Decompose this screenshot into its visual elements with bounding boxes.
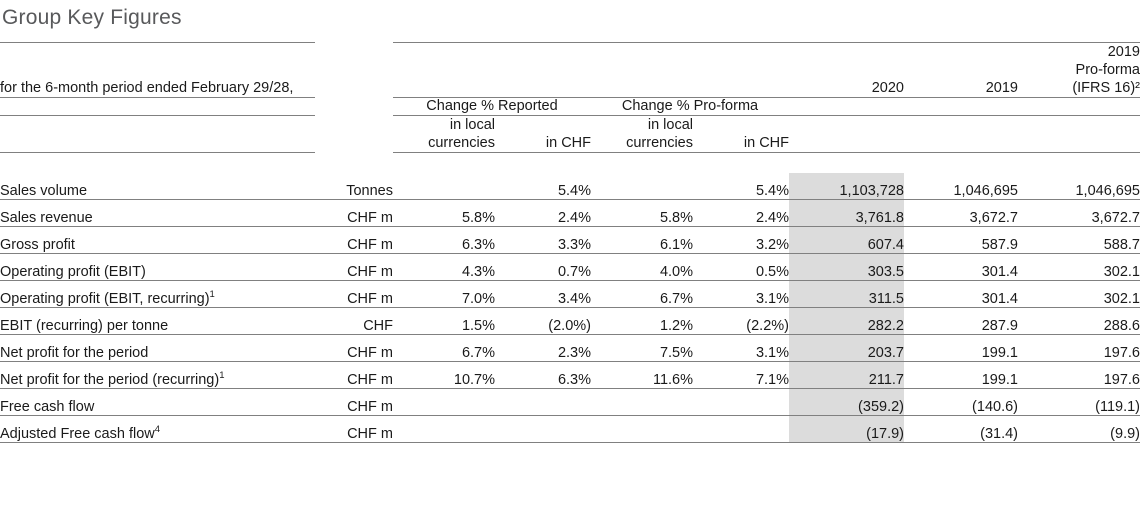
row-change-proforma-local: 4.0% — [591, 254, 693, 281]
header-sub-reported-local — [393, 115, 495, 152]
key-figures-table — [0, 41, 1140, 443]
row-label: Operating profit (EBIT) — [0, 254, 315, 281]
row-value-2019-proforma: 302.1 — [1018, 254, 1140, 281]
row-change-reported-local — [393, 389, 495, 416]
row-unit: CHF m — [315, 389, 393, 416]
row-label: EBIT (recurring) per tonne — [0, 308, 315, 335]
row-value-2019: 287.9 — [904, 308, 1018, 335]
header-sub-reported-local-line2: currencies — [428, 134, 495, 151]
footnote-marker: 1 — [209, 289, 215, 301]
row-value-2019: 587.9 — [904, 227, 1018, 254]
row-change-proforma-local: 7.5% — [591, 335, 693, 362]
row-value-2019-proforma: 1,046,695 — [1018, 173, 1140, 200]
row-change-proforma-chf — [693, 416, 789, 443]
row-unit: CHF m — [315, 281, 393, 308]
header-year-2019-pf-line3: (IFRS 16)² — [1072, 79, 1140, 96]
row-change-proforma-chf: 2.4% — [693, 200, 789, 227]
row-value-2019-proforma: 197.6 — [1018, 362, 1140, 389]
row-label: Adjusted Free cash flow$^4$ — [0, 416, 315, 443]
row-label: Operating profit (EBIT, recurring)$^1$ — [0, 281, 315, 308]
row-change-reported-chf: 3.4% — [495, 281, 591, 308]
row-value-2019: 199.1 — [904, 362, 1018, 389]
row-change-reported-local: 7.0% — [393, 281, 495, 308]
header-sub-reported-chf: in CHF — [545, 134, 591, 151]
header-sub-proforma-local-line1: in local — [647, 116, 693, 133]
footnote-marker: 4 — [154, 424, 161, 436]
header-row-subs — [0, 115, 1140, 152]
header-sub-proforma-chf: in CHF — [743, 134, 789, 151]
header-sub-proforma-local-line2: currencies — [626, 134, 693, 151]
row-change-reported-local: 4.3% — [393, 254, 495, 281]
row-value-2020: 311.5 — [789, 281, 904, 308]
row-change-proforma-local: 1.2% — [591, 308, 693, 335]
row-value-2019-proforma: 197.6 — [1018, 335, 1140, 362]
row-change-proforma-chf: 3.2% — [693, 227, 789, 254]
table-row — [0, 335, 1140, 362]
row-label: Net profit for the period — [0, 335, 315, 362]
row-change-proforma-chf: 5.4% — [693, 173, 789, 200]
row-unit: CHF — [315, 308, 393, 335]
table-row — [0, 281, 1140, 308]
row-value-2019-proforma: 288.6 — [1018, 308, 1140, 335]
row-value-2020: 607.4 — [789, 227, 904, 254]
row-change-reported-chf: 3.3% — [495, 227, 591, 254]
header-row-groups — [0, 98, 1140, 115]
header-row-period — [0, 42, 1140, 97]
page-title: Group Key Figures — [2, 6, 182, 29]
row-change-proforma-local: 5.8% — [591, 200, 693, 227]
row-label: Sales volume — [0, 173, 315, 200]
row-value-2019: (140.6) — [904, 389, 1018, 416]
footnote-marker: 1 — [219, 370, 225, 382]
row-value-2020: 3,761.8 — [789, 200, 904, 227]
header-year-2019: 2019 — [985, 79, 1018, 96]
table-row — [0, 173, 1140, 200]
row-change-reported-chf: 0.7% — [495, 254, 591, 281]
row-unit: Tonnes — [315, 173, 393, 200]
header-sub-proforma-local — [591, 115, 693, 152]
row-change-reported-chf: 2.3% — [495, 335, 591, 362]
row-change-reported-chf — [495, 389, 591, 416]
row-label: Free cash flow — [0, 389, 315, 416]
row-label: Sales revenue — [0, 200, 315, 227]
row-change-proforma-chf — [693, 389, 789, 416]
row-value-2019-proforma: 3,672.7 — [1018, 200, 1140, 227]
row-change-reported-chf: 6.3% — [495, 362, 591, 389]
header-year-2019-proforma — [1018, 42, 1140, 97]
row-change-proforma-local — [591, 389, 693, 416]
row-value-2020: (359.2) — [789, 389, 904, 416]
header-spacer — [0, 153, 1140, 173]
header-year-2019-pf-line2: Pro-forma — [1075, 61, 1140, 78]
row-change-reported-local — [393, 416, 495, 443]
row-value-2019-proforma: 302.1 — [1018, 281, 1140, 308]
row-value-2020: 1,103,728 — [789, 173, 904, 200]
table-row — [0, 254, 1140, 281]
row-change-proforma-chf: (2.2%) — [693, 308, 789, 335]
row-change-proforma-chf: 7.1% — [693, 362, 789, 389]
row-value-2020: (17.9) — [789, 416, 904, 443]
row-value-2020: 203.7 — [789, 335, 904, 362]
row-change-reported-local: 6.7% — [393, 335, 495, 362]
table-row — [0, 200, 1140, 227]
row-change-proforma-chf: 3.1% — [693, 281, 789, 308]
header-sub-reported-local-line1: in local — [449, 116, 495, 133]
row-value-2019: 199.1 — [904, 335, 1018, 362]
row-value-2019-proforma: (119.1) — [1018, 389, 1140, 416]
table-row — [0, 416, 1140, 443]
row-change-reported-chf: 2.4% — [495, 200, 591, 227]
row-change-reported-chf: 5.4% — [495, 173, 591, 200]
row-change-proforma-chf: 0.5% — [693, 254, 789, 281]
header-year-2019-pf-line1: 2019 — [1107, 43, 1140, 60]
row-change-proforma-local: 11.6% — [591, 362, 693, 389]
row-value-2019: (31.4) — [904, 416, 1018, 443]
row-unit: CHF m — [315, 335, 393, 362]
table-row — [0, 389, 1140, 416]
row-change-reported-chf — [495, 416, 591, 443]
table-row — [0, 227, 1140, 254]
row-unit: CHF m — [315, 362, 393, 389]
header-year-2020: 2020 — [871, 79, 904, 96]
row-unit: CHF m — [315, 227, 393, 254]
period-label: for the 6-month period ended February 29/28, — [0, 79, 294, 96]
row-unit: CHF m — [315, 200, 393, 227]
row-change-reported-local: 1.5% — [393, 308, 495, 335]
row-value-2019: 3,672.7 — [904, 200, 1018, 227]
table-body — [0, 173, 1140, 443]
row-value-2019: 301.4 — [904, 281, 1018, 308]
row-unit: CHF m — [315, 416, 393, 443]
row-change-proforma-local — [591, 173, 693, 200]
row-value-2020: 303.5 — [789, 254, 904, 281]
row-value-2020: 282.2 — [789, 308, 904, 335]
row-change-reported-local: 6.3% — [393, 227, 495, 254]
row-change-reported-chf: (2.0%) — [495, 308, 591, 335]
row-value-2019: 301.4 — [904, 254, 1018, 281]
row-change-proforma-chf: 3.1% — [693, 335, 789, 362]
header-group-reported: Change % Reported — [426, 98, 558, 114]
row-label: Net profit for the period (recurring)$^1$ — [0, 362, 315, 389]
row-change-proforma-local: 6.7% — [591, 281, 693, 308]
row-unit: CHF m — [315, 254, 393, 281]
row-value-2019: 1,046,695 — [904, 173, 1018, 200]
row-change-reported-local: 10.7% — [393, 362, 495, 389]
header-group-proforma: Change % Pro-forma — [621, 98, 759, 114]
table-row — [0, 362, 1140, 389]
table-row — [0, 308, 1140, 335]
row-value-2019-proforma: (9.9) — [1018, 416, 1140, 443]
row-change-reported-local: 5.8% — [393, 200, 495, 227]
row-change-proforma-local: 6.1% — [591, 227, 693, 254]
row-label: Gross profit — [0, 227, 315, 254]
row-change-reported-local — [393, 173, 495, 200]
row-value-2019-proforma: 588.7 — [1018, 227, 1140, 254]
row-change-proforma-local — [591, 416, 693, 443]
row-value-2020: 211.7 — [789, 362, 904, 389]
